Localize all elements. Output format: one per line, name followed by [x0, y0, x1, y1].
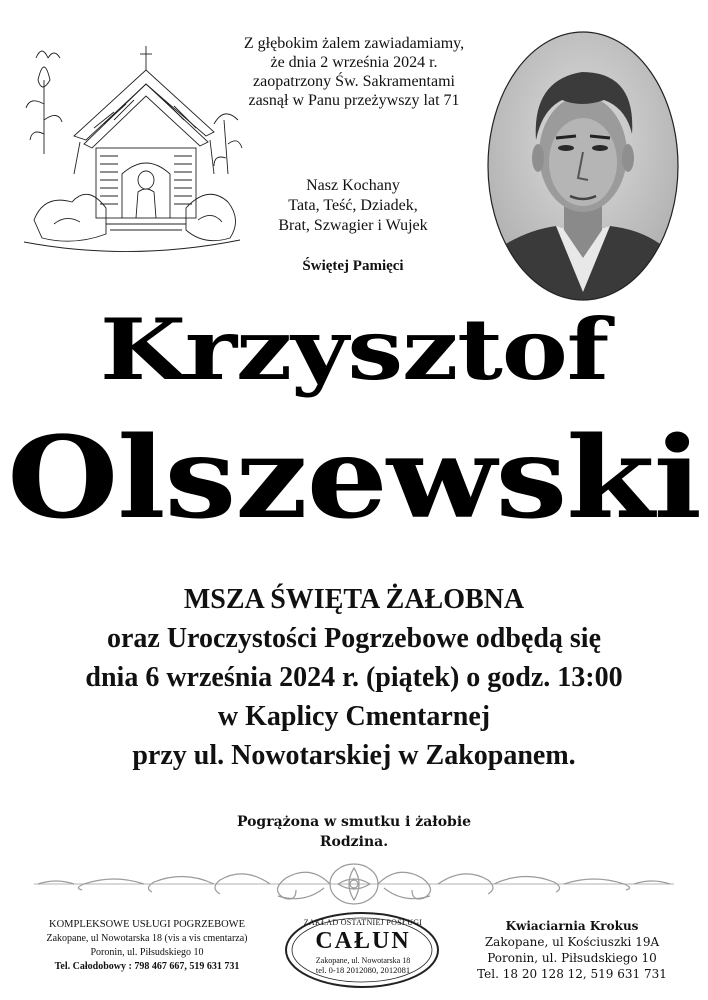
company-name: KOMPLEKSOWE USŁUGI POGRZEBOWE	[49, 919, 245, 930]
logo-phone: tel. 0-18 2012080, 2012081	[315, 965, 411, 975]
mass-line: w Kaplicy Cmentarnej	[217, 701, 491, 732]
shop-name: Kwiaciarnia Krokus	[505, 919, 639, 933]
address-line: Zakopane, ul Nowotarska 18 (vis a vis cmentarza)	[46, 933, 248, 944]
phone-line: Tel. 18 20 128 12, 519 631 731	[477, 967, 667, 981]
logo-address: Zakopane, ul. Nowotarska 18	[315, 956, 411, 965]
ornamental-divider	[34, 856, 674, 912]
mass-line: MSZA ŚWIĘTA ŻAŁOBNA	[183, 584, 525, 615]
chapel-illustration	[14, 24, 246, 258]
relations-text	[258, 176, 448, 236]
mass-line: dnia 6 września 2024 r. (piątek) o godz. 13:00	[85, 662, 623, 693]
mourning-signature	[0, 812, 708, 852]
address-line: Zakopane, ul Kościuszki 19A	[484, 935, 660, 949]
deceased-last-name: Olszewski	[7, 413, 701, 544]
announcement-line: zasnął w Panu przeżywszy lat 71	[248, 92, 460, 109]
announcement-line: że dnia 2 września 2024 r.	[270, 54, 438, 71]
mass-details	[0, 580, 708, 775]
announcement-line: Z głębokim żalem zawiadamiamy,	[243, 35, 465, 52]
address-line: Poronin, ul. Piłsudskiego 10	[487, 951, 657, 965]
funeral-services-info	[14, 918, 280, 974]
address-line: Poronin, ul. Piłsudskiego 10	[90, 947, 204, 958]
family-signature: Rodzina.	[319, 834, 389, 850]
phone-line: Tel. Całodobowy : 798 467 667, 519 631 731	[54, 961, 240, 972]
memory-label: Świętej Pamięci	[302, 258, 404, 274]
relations-line: Nasz Kochany	[306, 177, 400, 194]
portrait-photo	[486, 30, 680, 302]
announcement-text	[218, 34, 490, 110]
mourning-line: Pogrążona w smutku i żałobie	[236, 814, 472, 830]
mass-line: przy ul. Nowotarskiej w Zakopanem.	[132, 740, 576, 771]
logo-subtitle: ZAKŁAD OSTATNIEJ POSŁUGI	[303, 918, 423, 927]
relations-line: Brat, Szwagier i Wujek	[278, 217, 428, 234]
flower-shop-info	[446, 918, 698, 982]
deceased-first-name: Krzysztof	[99, 300, 609, 399]
mass-line: oraz Uroczystości Pogrzebowe odbędą się	[106, 623, 602, 654]
logo-name: CAŁUN	[315, 928, 411, 954]
announcement-line: zaopatrzony Św. Sakramentami	[252, 73, 455, 90]
relations-line: Tata, Teść, Dziadek,	[288, 197, 418, 214]
